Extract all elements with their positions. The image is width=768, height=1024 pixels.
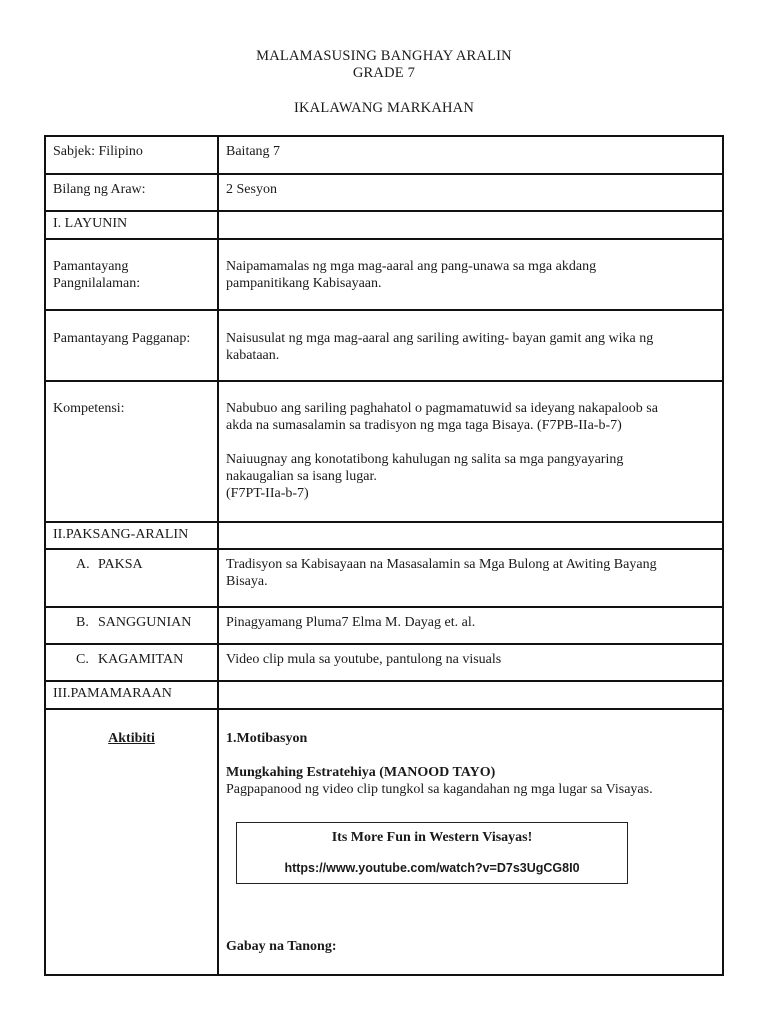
gabay-na-tanong-heading: Gabay na Tanong: bbox=[226, 939, 337, 954]
kagamitan-value: Video clip mula sa youtube, pantulong na visuals bbox=[226, 652, 502, 667]
pagganap-line2: kabataan. bbox=[226, 348, 280, 363]
kagamitan-label bbox=[46, 645, 217, 668]
araw-label: Bilang ng Araw: bbox=[53, 182, 146, 197]
sanggunian-label bbox=[46, 608, 217, 631]
estratehiya-heading: Mungkahing Estratehiya (MANOOD TAYO) bbox=[226, 765, 496, 780]
pangnilalaman-value bbox=[219, 240, 722, 292]
pangnilalaman-label bbox=[46, 240, 217, 292]
paksa-letter: A. bbox=[76, 557, 90, 572]
pangnilalaman-line2: pampanitikang Kabisayaan. bbox=[226, 276, 382, 291]
grade-level: GRADE 7 bbox=[352, 65, 416, 81]
row-sanggunian bbox=[45, 607, 723, 644]
kompetensi-label: Kompetensi: bbox=[53, 401, 125, 416]
row-sabjek bbox=[45, 136, 723, 174]
kompetensi-p1-line1: Nabubuo ang sariling paghahatol o pagmamatuwid sa ideyang nakapaloob sa bbox=[226, 401, 658, 416]
kompetensi-value bbox=[219, 382, 722, 502]
pangnilalaman-line1: Naipamamalas ng mga mag-aaral ang pang-unawa sa mga akdang bbox=[226, 259, 597, 274]
row-kompetensi bbox=[45, 381, 723, 522]
kompetensi-p2-line3: (F7PT-IIa-b-7) bbox=[226, 486, 309, 501]
paksa-line1: Tradisyon sa Kabisayaan na Masasalamin sa Mga Bulong at Awiting Bayang bbox=[226, 557, 657, 572]
video-title: Its More Fun in Western Visayas! bbox=[331, 830, 533, 845]
aktibiti-content bbox=[219, 710, 722, 955]
motibasyon-heading: 1.Motibasyon bbox=[226, 731, 308, 746]
video-url-link[interactable]: https://www.youtube.com/watch?v=D7s3UgCG8I0 bbox=[284, 861, 580, 875]
kompetensi-p2-line2: nakaugalian sa isang lugar. bbox=[226, 469, 377, 484]
row-paksa bbox=[45, 549, 723, 607]
sanggunian-value: Pinagyamang Pluma7 Elma M. Dayag et. al. bbox=[226, 615, 476, 630]
pangnilalaman-label-line1: Pamantayang bbox=[53, 259, 129, 274]
row-pamamaraan bbox=[45, 681, 723, 709]
row-bilang-ng-araw bbox=[45, 174, 723, 211]
row-paksang-aralin bbox=[45, 522, 723, 549]
row-pamantayang-pagganap bbox=[45, 310, 723, 381]
sanggunian-letter: B. bbox=[76, 615, 89, 630]
sabjek-label: Sabjek: Filipino bbox=[53, 144, 143, 159]
araw-value: 2 Sesyon bbox=[226, 182, 277, 197]
kompetensi-p1-line2: akda na sumasalamin sa tradisyon ng mga taga Bisaya. (F7PB-IIa-b-7) bbox=[226, 418, 622, 433]
sanggunian-label-text: SANGGUNIAN bbox=[98, 615, 192, 630]
paksang-aralin-label: II.PAKSANG-ARALIN bbox=[53, 527, 189, 542]
pagganap-value bbox=[219, 311, 722, 364]
pamamaraan-label: III.PAMAMARAAN bbox=[53, 686, 172, 701]
paksa-value bbox=[219, 550, 722, 590]
kagamitan-letter: C. bbox=[76, 652, 89, 667]
aktibiti-description: Pagpapanood ng video clip tungkol sa kagandahan ng mga lugar sa Visayas. bbox=[226, 782, 653, 797]
row-pamantayang-pangnilalaman bbox=[45, 239, 723, 310]
row-kagamitan bbox=[45, 644, 723, 681]
lesson-plan-table bbox=[44, 135, 724, 976]
paksa-line2: Bisaya. bbox=[226, 574, 268, 589]
kompetensi-p2-line1: Naiuugnay ang konotatibong kahulugan ng salita sa mga pangyayaring bbox=[226, 452, 624, 467]
row-aktibiti bbox=[45, 709, 723, 975]
aktibiti-label: Aktibiti bbox=[108, 731, 155, 746]
pagganap-line1: Naisusulat ng mga mag-aaral ang sariling awiting- bayan gamit ang wika ng bbox=[226, 331, 654, 346]
kagamitan-label-text: KAGAMITAN bbox=[98, 652, 184, 667]
row-layunin bbox=[45, 211, 723, 239]
video-reference-box bbox=[236, 822, 628, 884]
pangnilalaman-label-line2: Pangnilalaman: bbox=[53, 276, 141, 291]
document-title: MALAMASUSING BANGHAY ARALIN bbox=[256, 48, 512, 64]
paksa-label bbox=[46, 550, 217, 573]
pagganap-label: Pamantayang Pagganap: bbox=[53, 331, 191, 346]
paksa-label-text: PAKSA bbox=[98, 557, 143, 572]
layunin-label: I. LAYUNIN bbox=[53, 216, 128, 231]
quarter-title: IKALAWANG MARKAHAN bbox=[293, 100, 475, 116]
sabjek-value: Baitang 7 bbox=[226, 144, 281, 159]
